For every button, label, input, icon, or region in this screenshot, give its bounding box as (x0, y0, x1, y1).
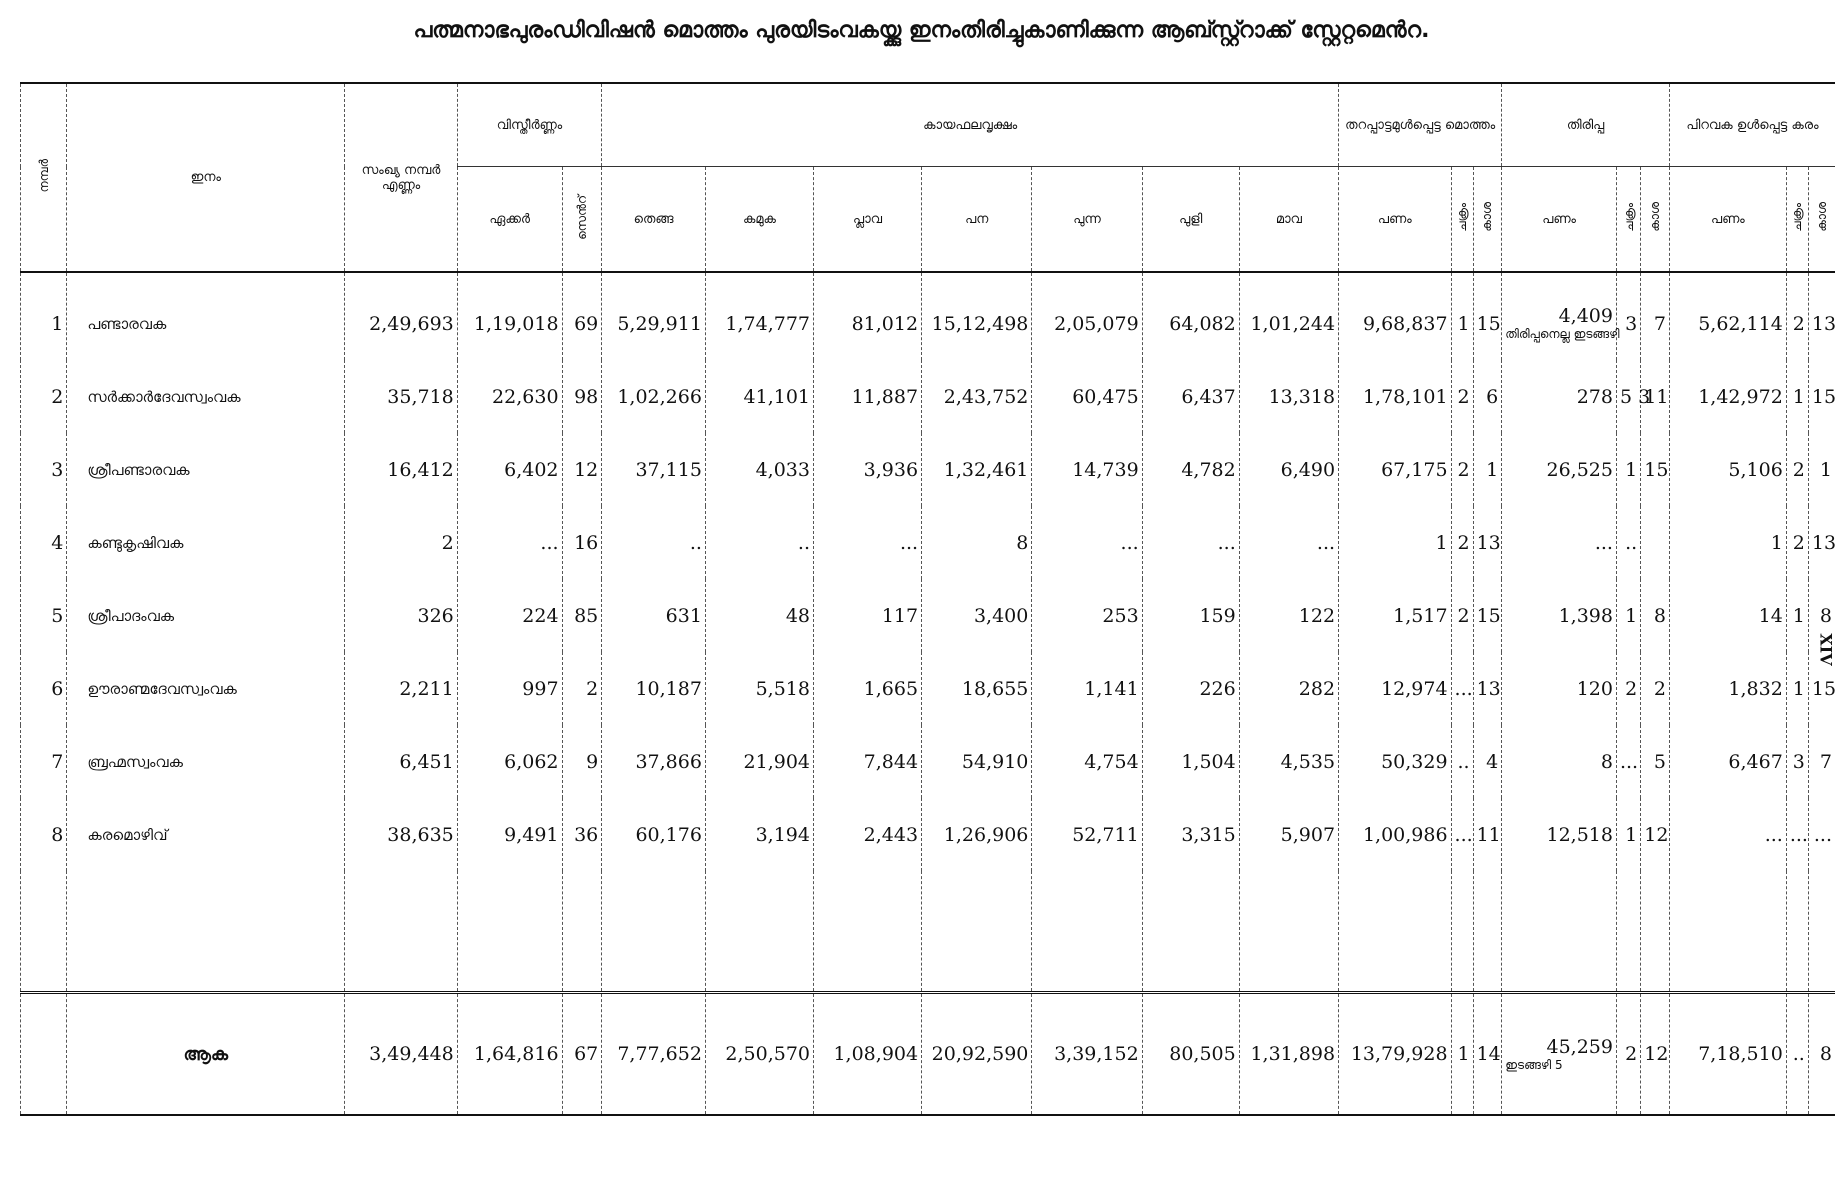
table-row (21, 798, 1836, 871)
table-row (21, 652, 1836, 725)
cell-oth-kasu: 13 (1808, 506, 1835, 579)
header-cent: സെൻറ് (562, 167, 602, 273)
cell-name: ഊരാണ്മദേവസ്വംവക (67, 652, 345, 725)
header-jack: പ്ലാവ (814, 167, 922, 273)
header-other-tax: പിറവക ഉൾപ്പെട്ട കരം (1669, 83, 1835, 167)
cell-red-panam: 1,398 (1502, 579, 1617, 652)
cell-red-chakram: 3 (1616, 272, 1640, 360)
cell-mango: 13,318 (1239, 360, 1338, 433)
cell-oth-chakram: 1 (1786, 360, 1808, 433)
cell-coconut: .. (602, 506, 706, 579)
blank-cell (1142, 871, 1239, 993)
cell-punna: 52,711 (1032, 798, 1142, 871)
blank-cell (1473, 871, 1502, 993)
cell-tamarind: 159 (1142, 579, 1239, 652)
header-survey-count: സംഖ്യ നമ്പർ എണ്ണം (345, 83, 458, 272)
cell-red-panam: ... (1502, 506, 1617, 579)
cell-oth-chakram: 1 (1786, 652, 1808, 725)
cell-acre: 6,402 (457, 433, 562, 506)
header-oth-panam: പണം (1669, 167, 1786, 273)
cell-red-kasu: 7 (1641, 272, 1670, 360)
cell-oth-panam: ... (1669, 798, 1786, 871)
cell-palmyra: 54,910 (922, 725, 1032, 798)
cell-cent: 36 (562, 798, 602, 871)
header-palmyra: പന (922, 167, 1032, 273)
cell-oth-panam: 6,467 (1669, 725, 1786, 798)
cell-cent: 69 (562, 272, 602, 360)
header-area: വിസ്തീർണ്ണം (457, 83, 602, 167)
cell-tamarind: 1,504 (1142, 725, 1239, 798)
header-tax-kasu: കാശ (1473, 167, 1502, 273)
cell-tax-panam: 1,00,986 (1339, 798, 1452, 871)
cell-arecanut: 1,74,777 (705, 272, 813, 360)
header-red-chakram: ചക്രം (1616, 167, 1640, 273)
cell-oth-chakram: 2 (1786, 272, 1808, 360)
cell-coconut: 37,866 (602, 725, 706, 798)
cell-tamarind: ... (1142, 506, 1239, 579)
cell-tamarind: 3,315 (1142, 798, 1239, 871)
cell-red-panam: 8 (1502, 725, 1617, 798)
cell-name: ശ്രീപണ്ടാരവക (67, 433, 345, 506)
reduction-panam-value: 4,409 (1558, 305, 1613, 327)
cell-punna: 253 (1032, 579, 1142, 652)
cell-tax-chakram: .. (1451, 725, 1473, 798)
blank-cell (705, 871, 813, 993)
blank-row (21, 871, 1836, 993)
blank-cell (1616, 871, 1640, 993)
cell-oth-kasu: 7 (1808, 725, 1835, 798)
cell-arecanut: 21,904 (705, 725, 813, 798)
cell-oth-kasu: 8 (1808, 579, 1835, 652)
cell-red-panam: 26,525 (1502, 433, 1617, 506)
cell-tamarind: 6,437 (1142, 360, 1239, 433)
cell-mango: 6,490 (1239, 433, 1338, 506)
total-jack: 1,08,904 (814, 993, 922, 1116)
header-punna: പുന്ന (1032, 167, 1142, 273)
cell-no: 3 (21, 433, 67, 506)
total-tax-kasu: 14 (1473, 993, 1502, 1116)
total-oth-panam: 7,18,510 (1669, 993, 1786, 1116)
total-red-note: ഇടങ്ങഴി 5 (1505, 1057, 1563, 1072)
cell-punna: ... (1032, 506, 1142, 579)
table-row (21, 506, 1836, 579)
header-item: ഇനം (67, 83, 345, 272)
cell-mango: 1,01,244 (1239, 272, 1338, 360)
cell-jack: 11,887 (814, 360, 922, 433)
cell-red-kasu: 8 (1641, 579, 1670, 652)
cell-arecanut: 3,194 (705, 798, 813, 871)
cell-punna: 14,739 (1032, 433, 1142, 506)
header-coconut: തെങ്ങ (602, 167, 706, 273)
header-number: നമ്പർ (21, 83, 67, 272)
total-oth-kasu: 8 (1808, 993, 1835, 1116)
cell-mango: 282 (1239, 652, 1338, 725)
total-red-panam-value: 45,259 (1546, 1035, 1613, 1058)
cell-oth-chakram: 2 (1786, 433, 1808, 506)
cell-oth-kasu: 1 (1808, 433, 1835, 506)
cell-oth-kasu: 13 (1808, 272, 1835, 360)
cell-cent: 9 (562, 725, 602, 798)
total-red-chakram: 2 (1616, 993, 1640, 1116)
cell-jack: 1,665 (814, 652, 922, 725)
cell-no: 1 (21, 272, 67, 360)
cell-tax-panam: 50,329 (1339, 725, 1452, 798)
cell-tax-panam: 1 (1339, 506, 1452, 579)
cell-no: 4 (21, 506, 67, 579)
blank-cell (1502, 871, 1617, 993)
cell-coconut: 1,02,266 (602, 360, 706, 433)
blank-cell (457, 871, 562, 993)
cell-red-panam: 12,518 (1502, 798, 1617, 871)
header-red-kasu: കാശ (1641, 167, 1670, 273)
cell-tamarind: 4,782 (1142, 433, 1239, 506)
cell-acre: ... (457, 506, 562, 579)
total-label: ആക (67, 993, 345, 1116)
cell-jack: 3,936 (814, 433, 922, 506)
blank-cell (814, 871, 922, 993)
cell-punna: 4,754 (1032, 725, 1142, 798)
header-arecanut: കമുക (705, 167, 813, 273)
table-row (21, 360, 1836, 433)
cell-oth-panam: 1,42,972 (1669, 360, 1786, 433)
total-acre: 1,64,816 (457, 993, 562, 1116)
header-tamarind: പുളി (1142, 167, 1239, 273)
cell-tax-panam: 67,175 (1339, 433, 1452, 506)
cell-tax-panam: 1,517 (1339, 579, 1452, 652)
cell-coconut: 631 (602, 579, 706, 652)
cell-jack: 7,844 (814, 725, 922, 798)
blank-cell (922, 871, 1032, 993)
page-title: പത്മനാഭപുരംഡിവിഷൻ മൊത്തം പുരയിടംവകയ്ക്കു ഇനംതിരിച്ചുകാണിക്കുന്ന ആബ്സ്റ്റ്റാക്ക് സ്റ്റേറ്റമെൻറ. (413, 18, 1430, 43)
cell-red-panam: 120 (1502, 652, 1617, 725)
cell-no: 6 (21, 652, 67, 725)
cell-no: 2 (21, 360, 67, 433)
cell-tax-panam: 9,68,837 (1339, 272, 1452, 360)
cell-arecanut: 4,033 (705, 433, 813, 506)
cell-oth-chakram: 1 (1786, 579, 1808, 652)
blank-cell (1641, 871, 1670, 993)
header-red-panam: പണം (1502, 167, 1617, 273)
cell-tax-panam: 12,974 (1339, 652, 1452, 725)
cell-acre: 6,062 (457, 725, 562, 798)
total-palmyra: 20,92,590 (922, 993, 1032, 1116)
cell-arecanut: 5,518 (705, 652, 813, 725)
cell-palmyra: 1,26,906 (922, 798, 1032, 871)
cell-mango: 122 (1239, 579, 1338, 652)
abstract-statement-table (20, 82, 1835, 1116)
cell-tax-chakram: 2 (1451, 506, 1473, 579)
blank-cell (1451, 871, 1473, 993)
total-mango: 1,31,898 (1239, 993, 1338, 1116)
cell-tax-panam: 1,78,101 (1339, 360, 1452, 433)
cell-red-chakram: 2 (1616, 652, 1640, 725)
cell-palmyra: 15,12,498 (922, 272, 1032, 360)
cell-cent: 16 (562, 506, 602, 579)
table-row (21, 272, 1836, 360)
reduction-note: തിരിപ്പനെല്ല ഇടങ്ങഴി (1505, 327, 1620, 341)
cell-coconut: 5,29,911 (602, 272, 706, 360)
blank-cell (345, 871, 458, 993)
total-red-panam (1502, 993, 1617, 1116)
cell-tax-chakram: 2 (1451, 433, 1473, 506)
blank-cell (1669, 871, 1786, 993)
blank-cell (1786, 871, 1808, 993)
blank-cell (67, 871, 345, 993)
cell-tax-kasu: 15 (1473, 272, 1502, 360)
cell-count: 35,718 (345, 360, 458, 433)
cell-red-chakram: 1 (1616, 433, 1640, 506)
header-acre: ഏക്കർ (457, 167, 562, 273)
cell-name: ശ്രീപാദംവക (67, 579, 345, 652)
cell-count: 38,635 (345, 798, 458, 871)
cell-punna: 1,141 (1032, 652, 1142, 725)
header-tax-total: തറപ്പാട്ടമുൾപ്പെട്ട മൊത്തം (1339, 83, 1502, 167)
cell-palmyra: 2,43,752 (922, 360, 1032, 433)
cell-red-chakram: 5 3 (1616, 360, 1640, 433)
cell-oth-chakram: ... (1786, 798, 1808, 871)
cell-count: 16,412 (345, 433, 458, 506)
header-tax-chakram: ചക്രം (1451, 167, 1473, 273)
cell-tax-kasu: 11 (1473, 798, 1502, 871)
cell-name: ബ്രഹ്മസ്വംവക (67, 725, 345, 798)
cell-acre: 9,491 (457, 798, 562, 871)
page-number-mark: XIV (1816, 633, 1836, 666)
cell-name: കരമൊഴിവ് (67, 798, 345, 871)
cell-red-chakram: .. (1616, 506, 1640, 579)
cell-coconut: 60,176 (602, 798, 706, 871)
cell-tamarind: 226 (1142, 652, 1239, 725)
cell-red-kasu: 12 (1641, 798, 1670, 871)
cell-oth-chakram: 2 (1786, 506, 1808, 579)
cell-count: 2,49,693 (345, 272, 458, 360)
cell-punna: 2,05,079 (1032, 272, 1142, 360)
cell-red-kasu: 2 (1641, 652, 1670, 725)
cell-name: കണ്ടുകൃഷിവക (67, 506, 345, 579)
blank-cell (21, 871, 67, 993)
cell-count: 6,451 (345, 725, 458, 798)
cell-jack: 81,012 (814, 272, 922, 360)
cell-jack: 117 (814, 579, 922, 652)
header-reduction: തിരിപ്പ (1502, 83, 1670, 167)
cell-tax-kasu: 15 (1473, 579, 1502, 652)
cell-no: 5 (21, 579, 67, 652)
cell-red-chakram: 1 (1616, 798, 1640, 871)
total-red-kasu: 12 (1641, 993, 1670, 1116)
total-no-cell (21, 993, 67, 1116)
blank-cell (1239, 871, 1338, 993)
cell-cent: 12 (562, 433, 602, 506)
cell-arecanut: .. (705, 506, 813, 579)
cell-oth-panam: 1 (1669, 506, 1786, 579)
cell-tamarind: 64,082 (1142, 272, 1239, 360)
cell-oth-kasu: ... (1808, 798, 1835, 871)
total-cent: 67 (562, 993, 602, 1116)
cell-tax-chakram: 2 (1451, 579, 1473, 652)
cell-tax-kasu: 1 (1473, 433, 1502, 506)
cell-palmyra: 1,32,461 (922, 433, 1032, 506)
cell-oth-panam: 5,106 (1669, 433, 1786, 506)
cell-red-panam (1502, 272, 1620, 360)
cell-palmyra: 8 (922, 506, 1032, 579)
cell-no: 7 (21, 725, 67, 798)
cell-tax-chakram: ... (1451, 798, 1473, 871)
cell-arecanut: 41,101 (705, 360, 813, 433)
total-coconut: 7,77,652 (602, 993, 706, 1116)
header-oth-kasu: കാശ (1808, 167, 1835, 273)
cell-tax-kasu: 13 (1473, 506, 1502, 579)
cell-tax-chakram: 1 (1451, 272, 1473, 360)
blank-cell (602, 871, 706, 993)
cell-tax-kasu: 13 (1473, 652, 1502, 725)
header-mango: മാവ (1239, 167, 1338, 273)
cell-red-kasu: 11 (1641, 360, 1670, 433)
cell-oth-panam: 1,832 (1669, 652, 1786, 725)
cell-mango: 4,535 (1239, 725, 1338, 798)
cell-oth-panam: 14 (1669, 579, 1786, 652)
cell-punna: 60,475 (1032, 360, 1142, 433)
cell-cent: 85 (562, 579, 602, 652)
cell-mango: 5,907 (1239, 798, 1338, 871)
table-row (21, 433, 1836, 506)
cell-tax-chakram: ... (1451, 652, 1473, 725)
cell-count: 2,211 (345, 652, 458, 725)
cell-acre: 22,630 (457, 360, 562, 433)
blank-cell (562, 871, 602, 993)
cell-count: 2 (345, 506, 458, 579)
blank-cell (1808, 871, 1835, 993)
cell-cent: 98 (562, 360, 602, 433)
total-row (21, 993, 1836, 1116)
cell-arecanut: 48 (705, 579, 813, 652)
total-count: 3,49,448 (345, 993, 458, 1116)
cell-acre: 1,19,018 (457, 272, 562, 360)
cell-jack: 2,443 (814, 798, 922, 871)
cell-tax-kasu: 4 (1473, 725, 1502, 798)
cell-red-kasu: 5 (1641, 725, 1670, 798)
cell-palmyra: 18,655 (922, 652, 1032, 725)
cell-tax-kasu: 6 (1473, 360, 1502, 433)
cell-red-chakram: 1 (1616, 579, 1640, 652)
cell-name: സർക്കാർദേവസ്വംവക (67, 360, 345, 433)
header-trees: കായഫലവൃക്ഷം (602, 83, 1339, 167)
cell-mango: ... (1239, 506, 1338, 579)
cell-oth-panam: 5,62,114 (1669, 272, 1786, 360)
total-tax-chakram: 1 (1451, 993, 1473, 1116)
cell-cent: 2 (562, 652, 602, 725)
header-oth-chakram: ചക്രം (1786, 167, 1808, 273)
blank-cell (1339, 871, 1452, 993)
table-row (21, 725, 1836, 798)
cell-oth-kasu: 15 (1808, 652, 1835, 725)
cell-coconut: 10,187 (602, 652, 706, 725)
cell-name: പണ്ടാരവക (67, 272, 345, 360)
total-arecanut: 2,50,570 (705, 993, 813, 1116)
cell-count: 326 (345, 579, 458, 652)
table-row (21, 579, 1836, 652)
cell-acre: 997 (457, 652, 562, 725)
total-tax-panam: 13,79,928 (1339, 993, 1452, 1116)
cell-coconut: 37,115 (602, 433, 706, 506)
cell-tax-chakram: 2 (1451, 360, 1473, 433)
cell-palmyra: 3,400 (922, 579, 1032, 652)
cell-acre: 224 (457, 579, 562, 652)
cell-oth-kasu: 15 (1808, 360, 1835, 433)
cell-no: 8 (21, 798, 67, 871)
cell-red-panam: 278 (1502, 360, 1617, 433)
blank-cell (1032, 871, 1142, 993)
cell-jack: ... (814, 506, 922, 579)
header-tax-panam: പണം (1339, 167, 1452, 273)
cell-oth-chakram: 3 (1786, 725, 1808, 798)
cell-red-chakram: ... (1616, 725, 1640, 798)
total-tamarind: 80,505 (1142, 993, 1239, 1116)
total-oth-chakram: .. (1786, 993, 1808, 1116)
total-punna: 3,39,152 (1032, 993, 1142, 1116)
cell-red-kasu: 15 (1641, 433, 1670, 506)
cell-red-kasu (1641, 506, 1670, 579)
